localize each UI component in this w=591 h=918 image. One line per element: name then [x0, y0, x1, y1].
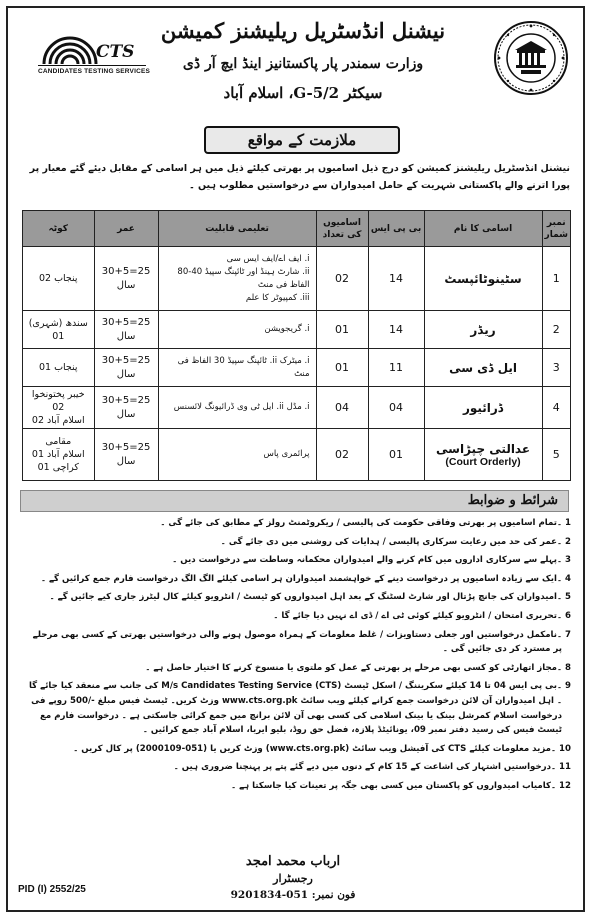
cts-logo-word: CTS: [96, 42, 135, 62]
qualification-line: i. مڈل ii. ایل ٹی وی ڈرائیونگ لائسنس: [173, 402, 310, 412]
intro-paragraph: نیشنل انڈسٹریل ریلیشنز کمیشن کو درج ذیل اسامیوں پر بھرتی کیلئے ذیل میں ہر اسامی کے مقابل دیئے گئے معیار پر پورا اترنے والے پاکستانی شہریت کے حامل امیدواران سے درخواستیں مطلوب ہیں ۔: [29, 163, 570, 191]
col-count: اسامیوں کی تعداد: [316, 211, 368, 247]
condition-number: 7: [565, 629, 571, 640]
table-row: [23, 349, 571, 387]
condition-text: ۔عمر کی حد میں رعایت سرکاری پالیسی / ہدایات کی روشنی میں دی جائے گی ۔: [220, 536, 563, 547]
age-range: 30+5=25: [101, 441, 151, 453]
quota-cell: [23, 349, 95, 387]
condition-number: 9: [565, 681, 571, 692]
condition-item: [22, 779, 571, 794]
table-header-row: [23, 211, 571, 247]
condition-text: ۔مزید معلومات کیلئے CTS کی آفیشل ویب سائٹ (www.cts.org.pk) وزٹ کریں یا (051-2000109) پر کال کریں ۔: [73, 743, 557, 754]
age-unit: سال: [116, 330, 136, 342]
cts-logo-subtitle: CANDIDATES TESTING SERVICES: [38, 68, 151, 75]
condition-item: [22, 760, 571, 775]
table-row: [23, 387, 571, 429]
condition-number: 6: [565, 610, 571, 621]
condition-item: [22, 535, 571, 550]
condition-number: 3: [565, 555, 571, 566]
quota-cell: [23, 387, 95, 429]
bps-cell: 01: [368, 429, 424, 481]
condition-text: ۔امیدواران کی جانچ پڑتال اور شارٹ لسٹنگ کے بعد اہل امیدواروں کو ٹیسٹ / انٹرویو کیلئے کال لیٹرز جاری کیے جائیں گے ۔: [49, 592, 563, 603]
condition-text: ۔تمام اسامیوں پر بھرتی وفاقی حکومت کی پالیسی / ریکروٹمنٹ رولز کے مطابق کی جائے گی ۔: [160, 518, 563, 528]
nirc-seal-icon: [493, 20, 569, 96]
condition-text: ۔کامیاب امیدواروں کو پاکستان میں کسی بھی جگہ پر تعینات کیا جاسکتا ہے ۔: [231, 780, 557, 791]
header: [8, 8, 583, 120]
age-range: 30+5=25: [101, 354, 151, 366]
quota-cell: [23, 247, 95, 311]
vacancies-table: [22, 210, 571, 481]
post-name: ریڈر: [470, 322, 496, 337]
condition-item: [22, 661, 571, 676]
registrar-phone: فون نمبر: 051-9201834: [230, 889, 356, 901]
bps-cell: 14: [368, 311, 424, 349]
quota-line: مقامی: [45, 436, 72, 447]
jobs-banner: ملازمت کے مواقع: [204, 126, 400, 154]
qualification-cell: [158, 247, 316, 311]
qualification-cell: [158, 349, 316, 387]
post-name: ایل ڈی سی: [449, 360, 518, 375]
condition-item: [22, 572, 571, 587]
bps-cell: 04: [368, 387, 424, 429]
count-cell: 02: [316, 429, 368, 481]
condition-text: ۔درخواستیں اشتہار کی اشاعت کے 15 کام کے دنوں میں دیے گئے پتے پر پہنچنا ضروری ہیں ۔: [173, 762, 557, 773]
count-cell: 01: [316, 311, 368, 349]
serial-cell: 5: [542, 429, 570, 481]
qualification-line: i. میٹرک ii. ٹائپنگ سپیڈ 30 الفاظ فی منٹ: [177, 355, 310, 379]
post-name: سٹینوٹائپسٹ: [444, 271, 522, 286]
qualification-cell: [158, 311, 316, 349]
age-unit: سال: [116, 368, 136, 380]
condition-number: 8: [565, 662, 571, 673]
condition-item: [22, 590, 571, 605]
age-unit: سال: [116, 408, 136, 420]
col-age: عمر: [94, 211, 158, 247]
post-cell: [424, 349, 542, 387]
post-cell: [424, 429, 542, 481]
qualification-line: iii. کمپیوٹر کا علم: [245, 292, 310, 303]
condition-text: ۔پہلے سے سرکاری اداروں میں کام کرنے والے امیدواران محکمانہ وساطت سے درخواست دیں ۔: [172, 555, 563, 566]
condition-number: 1: [565, 518, 571, 528]
age-unit: سال: [116, 455, 136, 467]
condition-text: ۔ایک سے زیادہ اسامیوں پر درخواست دینے کے خواہشمند امیدواران ہر اسامی کیلئے الگ الگ درخواست فارم جمع کرائیں گے ۔: [40, 573, 563, 584]
pid-number: PID (I) 2552/25: [18, 884, 86, 895]
condition-number: 4: [565, 573, 571, 584]
condition-item: [22, 742, 571, 757]
qualification-line: پرائمری پاس: [263, 449, 310, 459]
condition-number: 12: [559, 780, 571, 791]
post-name: ڈرائیور: [462, 400, 504, 415]
bps-cell: 11: [368, 349, 424, 387]
post-cell: [424, 311, 542, 349]
table-row: [23, 429, 571, 481]
bps-cell: 14: [368, 247, 424, 311]
serial-cell: 4: [542, 387, 570, 429]
age-cell: [94, 387, 158, 429]
quota-line: اسلام آباد 02: [31, 415, 85, 426]
col-quota: کوٹہ: [23, 211, 95, 247]
cts-logo: [38, 30, 151, 86]
cts-arcs-icon: [38, 30, 98, 66]
quota-line: خیبر پختونخوا 02: [31, 389, 85, 413]
ministry-line: وزارت سمندر پار پاکستانیز اینڈ ایچ آر ڈی: [182, 56, 424, 72]
registrar-title: رجسٹرار: [273, 872, 313, 885]
quota-line: پنجاب 02: [38, 273, 78, 284]
condition-item: [22, 553, 571, 568]
condition-text: ۔نامکمل درخواستیں اور جعلی دستاویزات / غلط معلومات کے ہمراہ موصول ہونے والی درخواستیں بھرتی کے کسی بھی مرحلے پر مسترد کر دی جائیں گی ۔: [32, 629, 563, 655]
condition-item: [22, 628, 571, 657]
advertisement-page: [6, 6, 585, 912]
col-serial: نمبر شمار: [542, 211, 570, 247]
count-cell: 04: [316, 387, 368, 429]
table-row: [23, 311, 571, 349]
qualification-cell: [158, 429, 316, 481]
registrar-name: ارباب محمد امجد: [245, 854, 341, 869]
serial-cell: 1: [542, 247, 570, 311]
condition-number: 5: [565, 592, 571, 603]
qualification-cell: [158, 387, 316, 429]
col-qualification: تعلیمی قابلیت: [158, 211, 316, 247]
age-range: 30+5=25: [101, 316, 151, 328]
quota-line: سندھ (شہری): [28, 317, 88, 329]
count-cell: 02: [316, 247, 368, 311]
condition-number: 11: [559, 762, 571, 773]
age-cell: [94, 429, 158, 481]
conditions-list: [22, 516, 571, 798]
serial-cell: 2: [542, 311, 570, 349]
address-line: سیکٹر G-5/2، اسلام آباد: [223, 84, 383, 102]
quota-line: اسلام آباد 01: [31, 449, 85, 460]
condition-text: ۔تحریری امتحان / انٹرویو کیلئے کوئی ٹی اے / ڈی اے نہیں دیا جائے گا ۔: [273, 610, 563, 621]
serial-cell: 3: [542, 349, 570, 387]
post-cell: [424, 247, 542, 311]
conditions-heading: شرائط و ضوابط: [20, 490, 569, 512]
table-row: [23, 247, 571, 311]
age-cell: [94, 311, 158, 349]
age-cell: [94, 247, 158, 311]
quota-cell: [23, 311, 95, 349]
signature-block: [208, 853, 378, 903]
quota-line: کراچی 01: [37, 462, 79, 473]
condition-text: ۔مجاز اتھارٹی کو کسی بھی مرحلے پر بھرتی کے عمل کو ملتوی یا منسوخ کرنے کا اختیار حاصل ہے ۔: [145, 662, 563, 673]
age-unit: سال: [116, 279, 136, 291]
qualification-line: i. گریجویشن: [264, 324, 310, 334]
logo-divider: [38, 65, 146, 66]
condition-text: ۔بی پی ایس 04 تا 14 کیلئے سکریننگ / اسکل ٹیسٹ M/s Candidates Testing Service (CTS) کی جانب سے منعقد کیا جائے گا ۔ اہل امیدواران آن لائن درخواست جمع کرانے کیلئے ویب سائٹ www.cts.org.pk وزٹ کریں۔ ٹیسٹ فیس مبلغ -/500 روپے فی درخواست اسلام کمرشل بینک یا بینک اسلامی کی کسی بھی آن لائن برانچ میں جمع کرائی جاسکتی ہے ۔ درخواست فارم مع ٹیسٹ فیس کی رسید دفتر نمبر 09، یونائیٹڈ پلازہ، فضل حق روڈ، بلیو ایریا، اسلام آباد جمع کرائیں ۔: [28, 681, 563, 736]
condition-item: [22, 516, 571, 531]
condition-number: 10: [559, 743, 571, 754]
age-range: 30+5=25: [101, 265, 151, 277]
condition-item: [22, 679, 571, 737]
condition-item: [22, 609, 571, 624]
age-range: 30+5=25: [101, 394, 151, 406]
post-name: عدالتی چپڑاسی: [436, 441, 531, 456]
age-cell: [94, 349, 158, 387]
qualification-line: ii. شارٹ ہینڈ اور ٹائپنگ سپیڈ 40-80 الفاظ فی منٹ: [177, 266, 310, 290]
count-cell: 01: [316, 349, 368, 387]
organization-title: نیشنل انڈسٹریل ریلیشنز کمیشن: [160, 18, 446, 43]
quota-line: 01: [52, 330, 65, 342]
post-cell: [424, 387, 542, 429]
condition-number: 2: [565, 536, 571, 547]
quota-cell: [23, 429, 95, 481]
quota-line: پنجاب 01: [38, 362, 78, 373]
post-name-english: (Court Orderly): [445, 455, 521, 468]
col-post: اسامی کا نام: [424, 211, 542, 247]
col-bps: بی پی ایس: [368, 211, 424, 247]
qualification-line: i. ایف اے/ایف ایس سی: [226, 253, 310, 264]
